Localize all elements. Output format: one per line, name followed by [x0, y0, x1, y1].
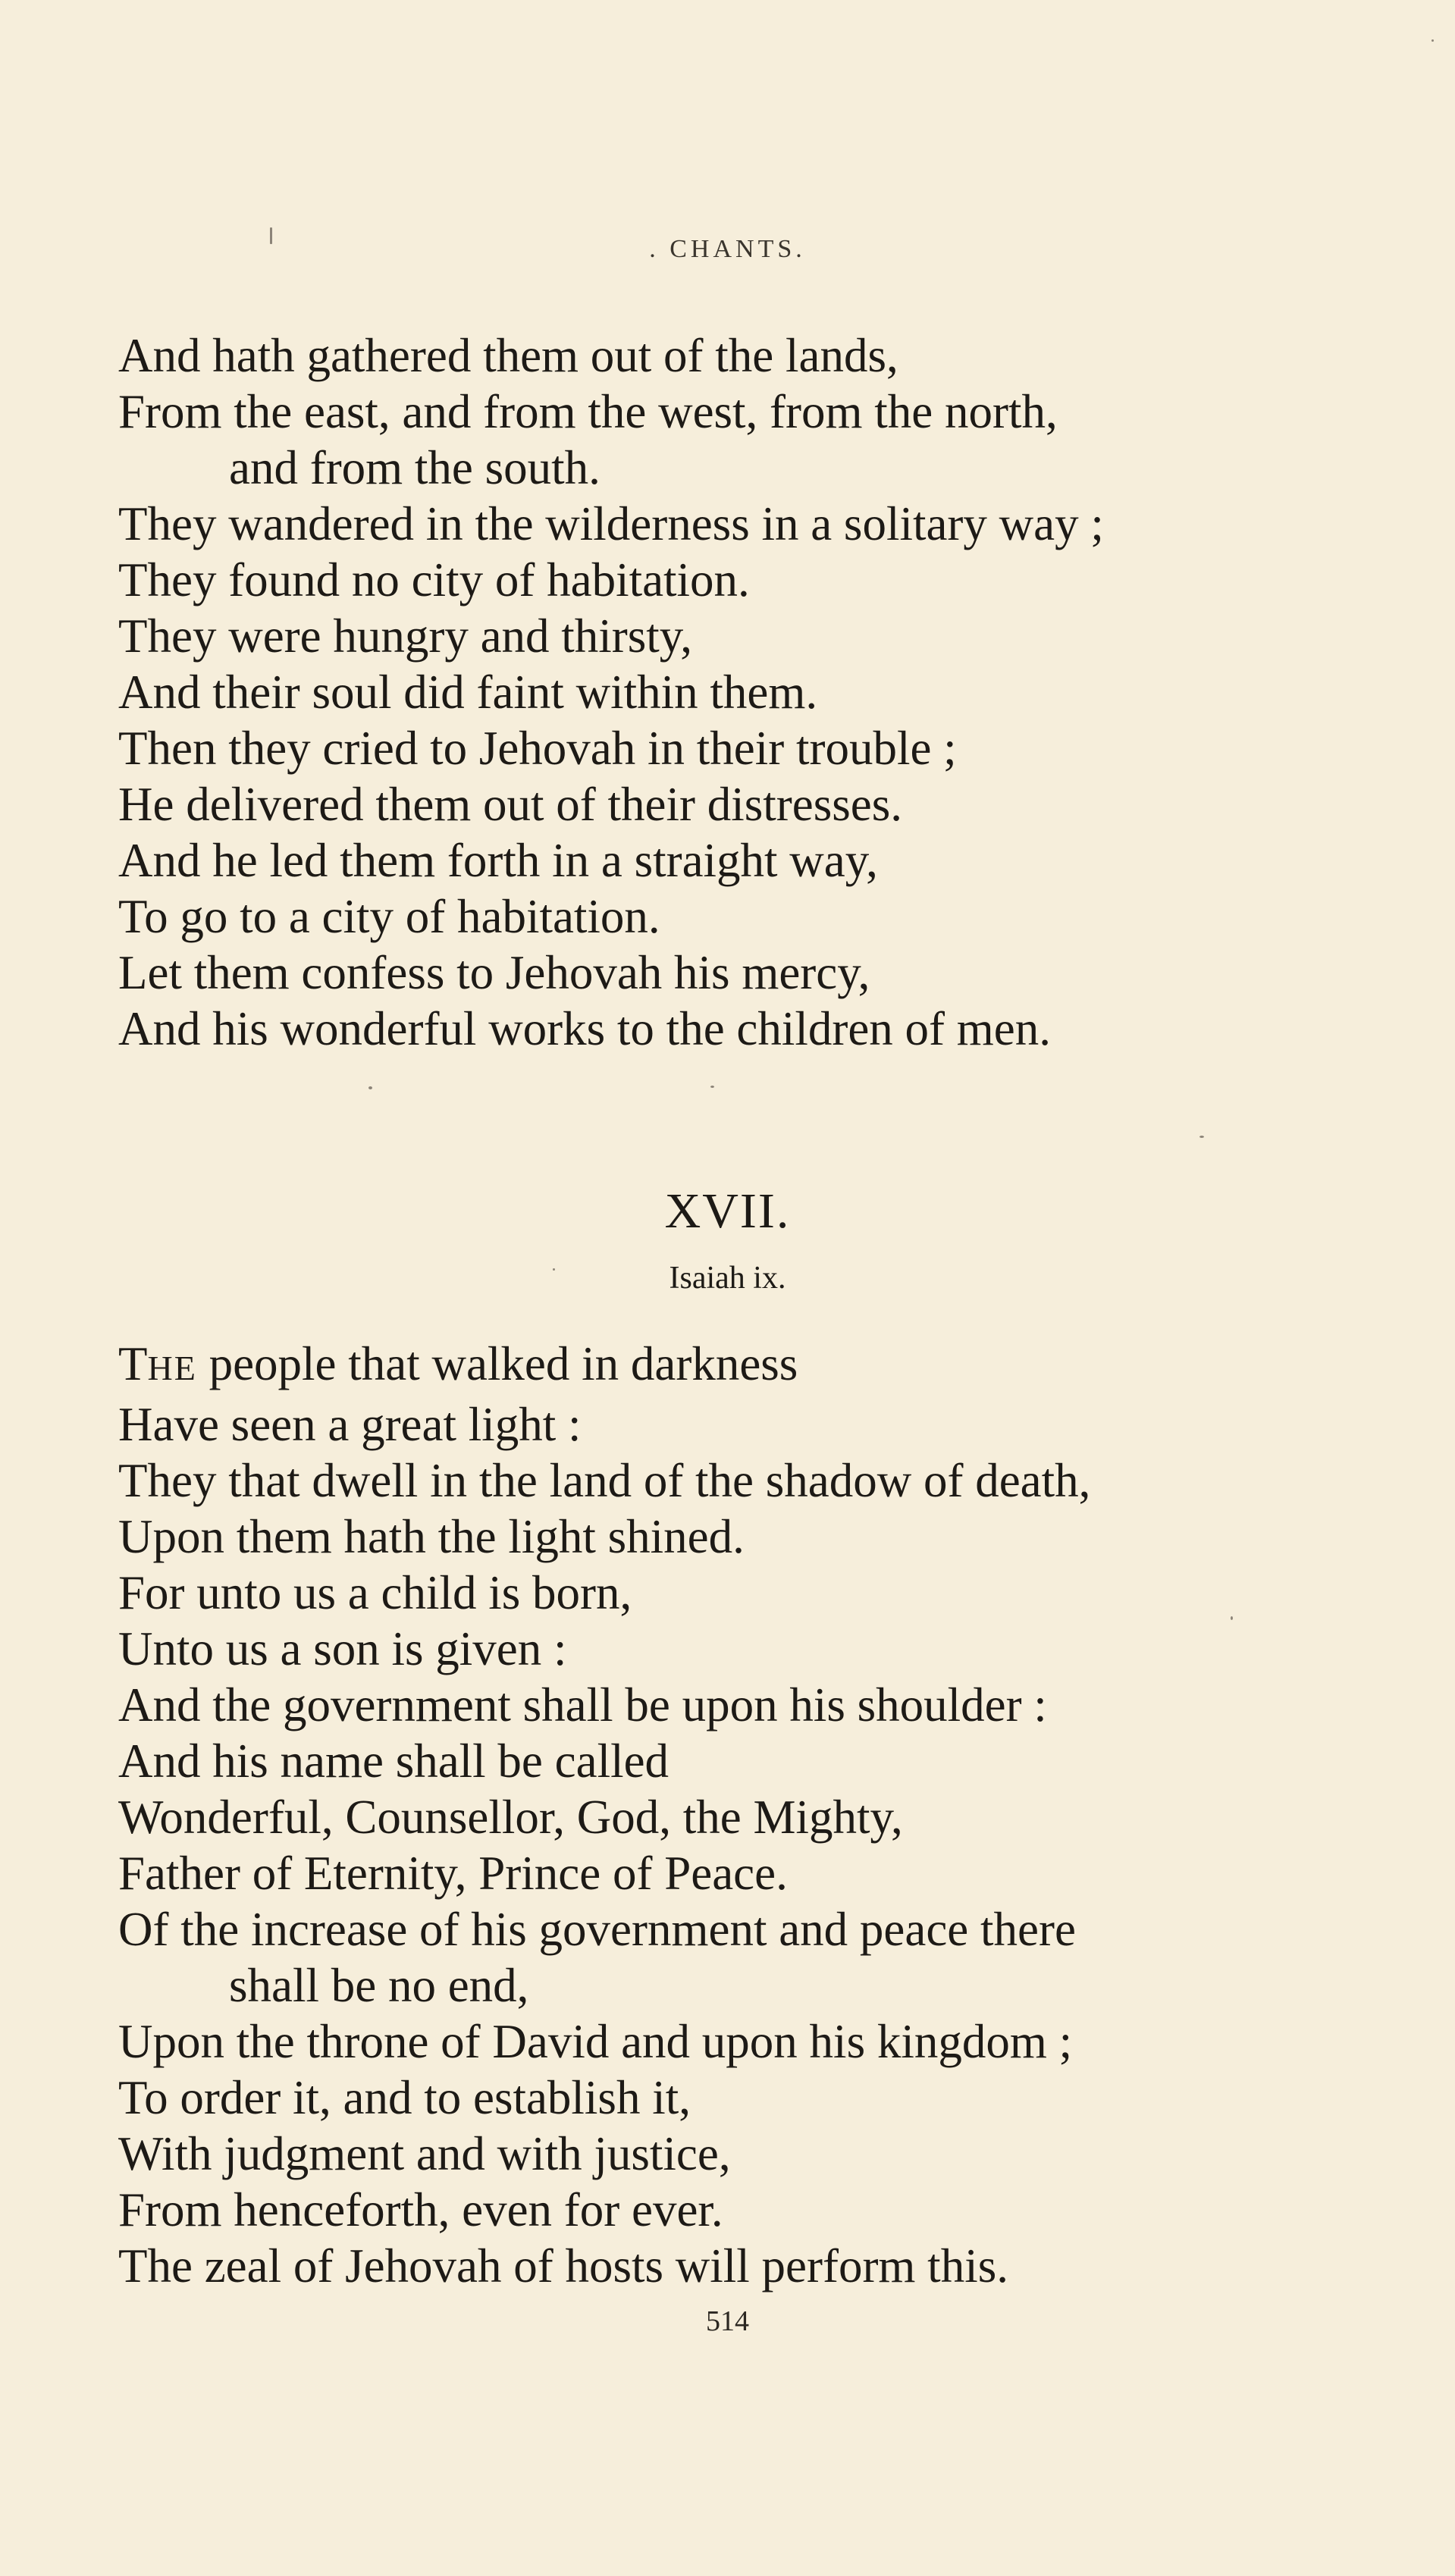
print-speck — [710, 1086, 714, 1088]
verse-line: He delivered them out of their distresses. — [118, 778, 902, 831]
page-number: 514 — [706, 2305, 749, 2337]
verse-line: From henceforth, even for ever. — [118, 2183, 723, 2236]
verse-line: They that dwell in the land of the shadow of death, — [118, 1454, 1091, 1507]
verse-line: For unto us a child is born, — [118, 1566, 632, 1619]
verse-line: To order it, and to establish it, — [118, 2071, 691, 2124]
verse-line: They wandered in the wilderness in a solitary way ; — [118, 497, 1104, 550]
verse-line-continuation: shall be no end, — [229, 1959, 529, 2012]
verse-line-continuation: and from the south. — [229, 441, 601, 494]
verse-line: Then they cried to Jehovah in their trouble ; — [118, 722, 957, 775]
running-head: . CHANTS. — [649, 235, 806, 263]
verse-line: And his wonderful works to the children of men. — [118, 1002, 1052, 1055]
chant-xvi-continuation — [118, 327, 1362, 1057]
print-speck — [270, 227, 272, 244]
print-speck — [368, 1086, 372, 1089]
verse-line: Of the increase of his government and peace there — [118, 1903, 1076, 1956]
verse-line: The zeal of Jehovah of hosts will perform this. — [118, 2239, 1008, 2292]
verse-line: And the government shall be upon his shoulder : — [118, 1678, 1047, 1731]
print-speck — [1231, 1616, 1233, 1620]
verse-line: And he led them forth in a straight way, — [118, 834, 878, 887]
chant-xvii-text — [118, 1336, 1362, 2294]
print-speck — [1431, 39, 1434, 42]
verse-line: Wonderful, Counsellor, God, the Mighty, — [118, 1791, 903, 1844]
small-caps-word: HE — [147, 1349, 197, 1387]
verse-line: Father of Eternity, Prince of Peace. — [118, 1847, 788, 1900]
verse-line: Upon the throne of David and upon his kingdom ; — [118, 2015, 1073, 2068]
verse-line: They found no city of habitation. — [118, 553, 750, 606]
verse-line: From the east, and from the west, from the north, — [118, 385, 1058, 438]
verse-line: And hath gathered them out of the lands, — [118, 329, 898, 382]
verse-line: To go to a city of habitation. — [118, 890, 660, 943]
chant-source: Isaiah ix. — [669, 1261, 786, 1296]
verse-line: Unto us a son is given : — [118, 1622, 567, 1675]
verse-line: Let them confess to Jehovah his mercy, — [118, 946, 870, 999]
verse-line: And their soul did faint within them. — [118, 666, 818, 719]
verse-line: Have seen a great light : — [118, 1398, 582, 1451]
verse-line: They were hungry and thirsty, — [118, 610, 692, 663]
verse-line-first — [118, 1336, 1362, 1396]
first-line-rest: people that walked in darkness — [196, 1337, 798, 1390]
drop-initial: T — [118, 1337, 148, 1390]
print-speck — [1199, 1136, 1204, 1138]
chant-number: XVII. — [664, 1183, 791, 1239]
verse-line: And his name shall be called — [118, 1735, 669, 1788]
print-speck — [553, 1268, 555, 1271]
verse-line: With judgment and with justice, — [118, 2127, 731, 2180]
verse-line: Upon them hath the light shined. — [118, 1510, 745, 1563]
